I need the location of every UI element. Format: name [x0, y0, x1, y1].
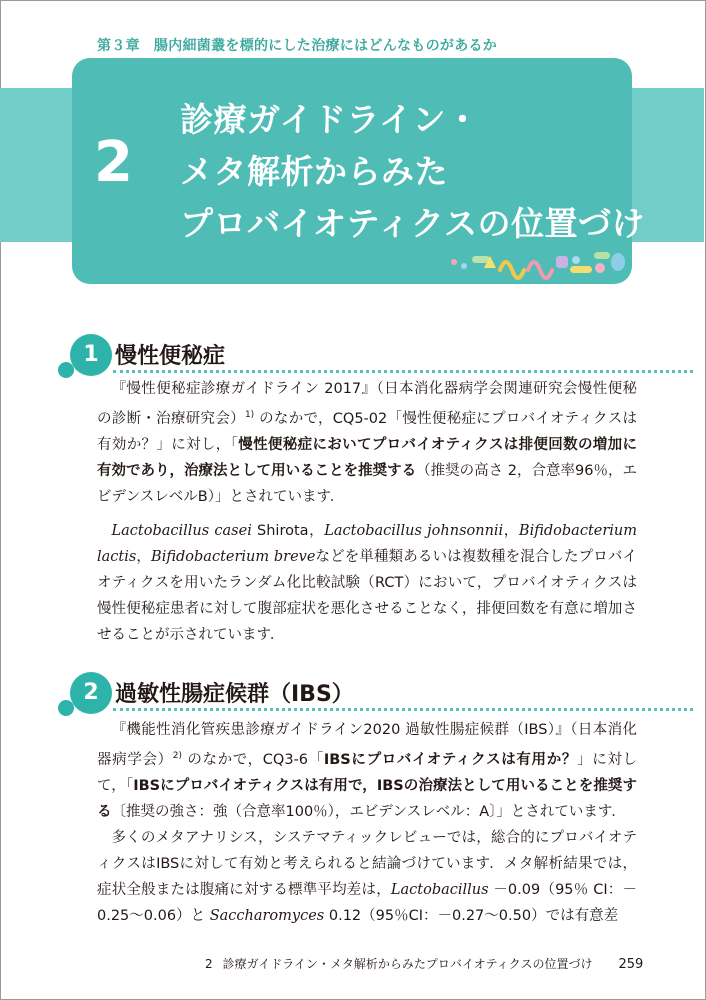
text: 『慢性便秘症診療ガイドライン 2017』（日本消化器病学会関連研究会慢性便秘の診断・治療研究会） — [97, 381, 637, 427]
reference-mark: 1) — [244, 410, 255, 420]
paragraph — [97, 518, 637, 648]
species-name: Saccharomyces — [209, 907, 325, 924]
species-name: Lactobacillus — [390, 881, 489, 898]
paragraph — [97, 825, 637, 929]
footer-running-title: 診療ガイドライン・メタ解析からみたプロバイオティクスの位置づけ — [222, 957, 593, 971]
title-number: 2 — [94, 130, 133, 195]
chapter-label: 第３章 — [97, 38, 140, 54]
species-name: Lactobacillus casei — [111, 522, 252, 539]
title-line: 診療ガイドライン・ — [180, 100, 480, 139]
text: 『機能性消化管疾患診療ガイドライン2020 過敏性腸症候群（IBS）』（日本消化器病学会） — [97, 722, 637, 768]
paragraph — [97, 376, 637, 510]
text: Shirota， — [251, 522, 325, 539]
species-name: Bifidobacterium breve — [151, 548, 316, 565]
species-name: Lactobacillus johnsonnii — [324, 522, 504, 539]
text: ， — [503, 522, 519, 539]
emphasis-text: IBSにプロバイオティクスは有用か？ — [323, 751, 578, 768]
chapter-header — [97, 35, 497, 55]
dotted-divider — [113, 370, 693, 373]
section-number-badge: 2 — [70, 672, 112, 714]
title-line: プロバイオティクスの位置づけ — [180, 204, 646, 243]
text: 」に対して，「 — [97, 751, 638, 794]
text: のなかで，CQ5-02「慢性便秘症にプロバイオティクスは有効か？」に対し，「 — [97, 410, 637, 453]
section-title: 慢性便秘症 — [115, 344, 226, 369]
emphasis-text: IBSにプロバイオティクスは有用で，IBSの治療法として用いることを推奨する — [97, 777, 637, 820]
reference-mark: 2) — [172, 751, 183, 761]
page-title — [180, 94, 645, 250]
title-line: メタ解析からみた — [180, 152, 448, 191]
text: ， — [136, 548, 152, 565]
section-number-badge: 1 — [70, 334, 112, 376]
chapter-title: 腸内細菌叢を標的にした治療にはどんなものがあるか — [153, 38, 498, 54]
text: 0.12（95％CI：－0.27～0.50）では有意差 — [324, 907, 619, 924]
page-number: 259 — [618, 957, 644, 972]
paragraph — [97, 717, 637, 825]
page-footer — [205, 955, 643, 972]
dotted-divider — [113, 708, 693, 711]
section-title: 過敏性腸症候群（IBS） — [115, 682, 354, 707]
decorative-dot-icon — [58, 362, 74, 378]
section-body — [97, 717, 637, 929]
species-name: Bifidobacterium lactis — [97, 522, 638, 565]
text: 多くのメタアナリシス，システマティックレビューでは，総合的にプロバイオティクスはIBSに対して有効と考えられると結論づけています．メタ解析結果では，症状全般または腹痛に対する標準平均差は， — [97, 829, 637, 898]
text: のなかで，CQ3-6「 — [182, 751, 324, 768]
decorative-bacteria-icon — [448, 246, 628, 282]
emphasis-text: 慢性便秘症においてプロバイオティクスは排便回数の増加に有効であり，治療法として用いることを推奨する — [97, 436, 637, 479]
text: －0.09（95％ CI：－0.25～0.06）と — [97, 881, 638, 924]
text: などを単種類あるいは複数種を混合したプロバイオティクスを用いたランダム化比較試験（RCT）において，プロバイオティクスは慢性便秘症患者に対して腹部症状を悪化させることなく，排便回数を有意に増加させることが示されています． — [97, 548, 638, 643]
section-body — [97, 376, 637, 648]
footer-chapter-number: 2 — [205, 957, 213, 971]
text: （推奨の高さ 2，合意率96％，エビデンスレベルB）」とされています． — [97, 462, 637, 505]
decorative-dot-icon — [58, 700, 74, 716]
text: 〔推奨の強さ：強（合意率100％），エビデンスレベル：A〕」とされています． — [111, 803, 626, 820]
